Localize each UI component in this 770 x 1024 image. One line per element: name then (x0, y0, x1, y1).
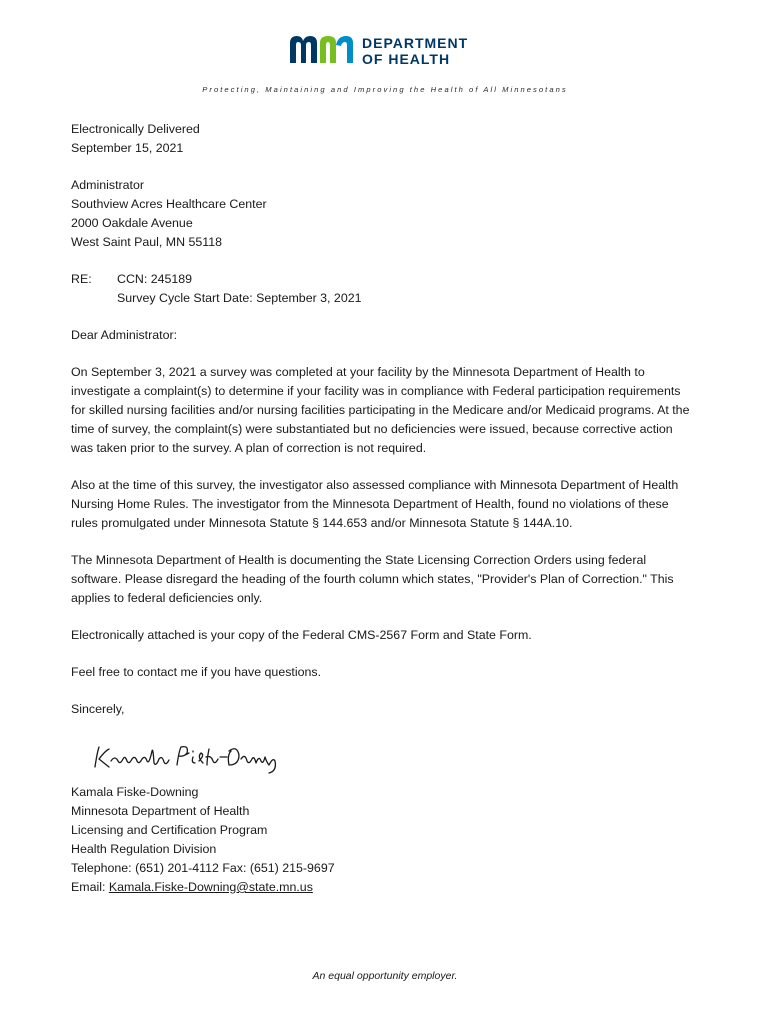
signer-email-line (71, 878, 697, 897)
mn-department-of-health-logo (290, 33, 482, 67)
re-label: RE: (71, 272, 92, 286)
body-paragraph: Feel free to contact me if you have questions. (71, 665, 322, 679)
email-label: Email: (71, 880, 109, 894)
recipient-address (71, 176, 697, 252)
handwritten-signature (89, 741, 279, 775)
signer-name: Kamala Fiske-Downing (71, 785, 199, 799)
body-paragraph: The Minnesota Department of Health is documenting the State Licensing Correction Orders using federal software. Please disregard the heading of the fourth column which states, "Provider's Plan of Correction." This applies to federal deficiencies only. (71, 553, 674, 605)
body-paragraph: Electronically attached is your copy of the Federal CMS-2567 Form and State Form. (71, 628, 532, 642)
tagline: Protecting, Maintaining and Improving the Health of All Minnesotans (202, 85, 568, 94)
letter-body (71, 120, 697, 897)
svg-text:OF HEALTH: OF HEALTH (362, 51, 451, 67)
signer-block (71, 783, 697, 897)
signer-division: Health Regulation Division (71, 842, 217, 856)
letter-date: September 15, 2021 (71, 141, 184, 155)
svg-text:DEPARTMENT: DEPARTMENT (362, 35, 469, 51)
ccn-line: CCN: 245189 (117, 272, 193, 286)
signer-org: Minnesota Department of Health (71, 804, 250, 818)
closing: Sincerely, (71, 702, 125, 716)
body-paragraph: On September 3, 2021 a survey was completed at your facility by the Minnesota Department of Health to investigate a complaint(s) to determine if your facility was in compliance with Federal participation requirements for skilled nursing facilities and/or nursing facilities participating in the Medicare and/or Medicaid programs. At the time of survey, the complaint(s) were substantiated but no deficiencies were issued, because corrective action was taken prior to the survey. A plan of correction is not required. (71, 365, 690, 455)
survey-date-line: Survey Cycle Start Date: September 3, 2021 (117, 291, 362, 305)
signer-phone: Telephone: (651) 201-4112 Fax: (651) 215-9697 (71, 861, 335, 875)
recipient-line: 2000 Oakdale Avenue (71, 216, 193, 230)
recipient-line: Administrator (71, 178, 144, 192)
recipient-line: West Saint Paul, MN 55118 (71, 235, 223, 249)
signature-area (71, 727, 697, 783)
signer-program: Licensing and Certification Program (71, 823, 268, 837)
email-link[interactable]: Kamala.Fiske-Downing@state.mn.us (108, 880, 313, 894)
delivery-method: Electronically Delivered (71, 122, 200, 136)
body-paragraph: Also at the time of this survey, the investigator also assessed compliance with Minnesota Department of Health Nursing Home Rules. The investigator from the Minnesota Department of Health, found no violations of these rules promulgated under Minnesota Statute § 144.653 and/or Minnesota Statute § 144A.10. (71, 478, 679, 530)
footer-text: An equal opportunity employer. (312, 970, 458, 982)
reference-block (71, 270, 697, 308)
salutation: Dear Administrator: (71, 328, 178, 342)
reference-lines (117, 270, 362, 308)
recipient-line: Southview Acres Healthcare Center (71, 197, 267, 211)
